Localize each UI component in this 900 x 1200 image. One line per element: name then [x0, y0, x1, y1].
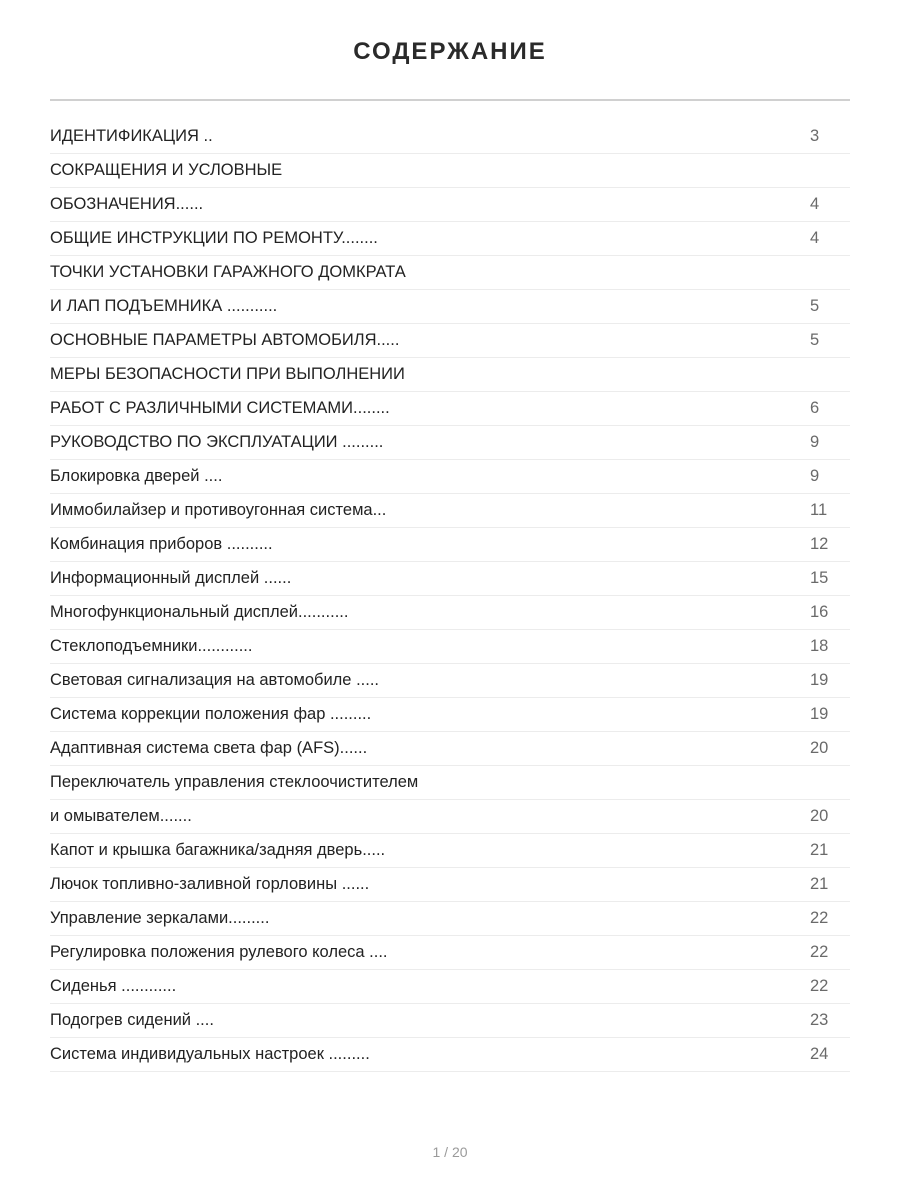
toc-entry-title: Лючок топливно-заливной горловины ...... [50, 875, 370, 893]
toc-entry-page-number: 6 [810, 399, 820, 417]
toc-entry-title: ОСНОВНЫЕ ПАРАМЕТРЫ АВТОМОБИЛЯ..... [50, 331, 400, 349]
toc-entry-title: Система индивидуальных настроек ......... [50, 1045, 370, 1063]
toc-entry-page-number: 3 [810, 127, 820, 145]
toc-entry[interactable] [50, 970, 850, 1004]
toc-entry[interactable] [50, 834, 850, 868]
toc-entry-title: Сиденья ............ [50, 977, 177, 995]
toc-entry-title: Многофункциональный дисплей........... [50, 603, 349, 621]
toc-entry-title: Информационный дисплей ...... [50, 569, 292, 587]
toc-entry[interactable] [50, 324, 850, 358]
page-title: СОДЕРЖАНИЕ [353, 38, 547, 65]
toc-entry[interactable] [50, 494, 850, 528]
toc-entry[interactable] [50, 528, 850, 562]
toc-entry-title: Стеклоподъемники............ [50, 637, 253, 655]
table-of-contents [50, 120, 850, 1072]
toc-entry-page-number: 16 [810, 603, 829, 621]
toc-entry-title: Капот и крышка багажника/задняя дверь..... [50, 841, 386, 859]
toc-entry-page-number: 24 [810, 1045, 829, 1063]
toc-entry[interactable] [50, 630, 850, 664]
toc-entry-title: Управление зеркалами......... [50, 909, 270, 927]
toc-entry[interactable] [50, 902, 850, 936]
toc-entry-title: ОБОЗНАЧЕНИЯ...... [50, 195, 204, 213]
toc-entry-page-number: 12 [810, 535, 829, 553]
toc-entry-title: ИДЕНТИФИКАЦИЯ .. [50, 127, 213, 145]
toc-entry-title: Блокировка дверей .... [50, 467, 223, 485]
toc-entry-title: Подогрев сидений .... [50, 1011, 214, 1029]
toc-entry-page-number: 4 [810, 229, 820, 247]
toc-entry[interactable] [50, 766, 850, 800]
toc-entry-page-number: 4 [810, 195, 820, 213]
toc-entry[interactable] [50, 596, 850, 630]
toc-entry[interactable] [50, 800, 850, 834]
toc-entry[interactable] [50, 936, 850, 970]
toc-entry[interactable] [50, 358, 850, 392]
toc-entry-page-number: 23 [810, 1011, 829, 1029]
toc-entry[interactable] [50, 1038, 850, 1072]
toc-entry[interactable] [50, 732, 850, 766]
toc-entry-title: Комбинация приборов .......... [50, 535, 273, 553]
toc-entry[interactable] [50, 290, 850, 324]
toc-entry-page-number: 19 [810, 671, 829, 689]
toc-entry-page-number: 21 [810, 841, 829, 859]
toc-entry-title: Система коррекции положения фар ......... [50, 705, 372, 723]
toc-entry[interactable] [50, 1004, 850, 1038]
toc-entry-title: МЕРЫ БЕЗОПАСНОСТИ ПРИ ВЫПОЛНЕНИИ [50, 365, 405, 383]
toc-entry-page-number: 21 [810, 875, 829, 893]
toc-entry[interactable] [50, 154, 850, 188]
toc-entry[interactable] [50, 120, 850, 154]
toc-entry-title: Регулировка положения рулевого колеса .... [50, 943, 388, 961]
toc-entry-page-number: 22 [810, 943, 829, 961]
toc-entry-title: и омывателем....... [50, 807, 192, 825]
toc-entry[interactable] [50, 698, 850, 732]
toc-entry-title: ТОЧКИ УСТАНОВКИ ГАРАЖНОГО ДОМКРАТА [50, 263, 406, 281]
toc-entry-page-number: 19 [810, 705, 829, 723]
toc-entry[interactable] [50, 460, 850, 494]
toc-entry-page-number: 22 [810, 909, 829, 927]
toc-entry-page-number: 15 [810, 569, 829, 587]
toc-entry-page-number: 20 [810, 739, 829, 757]
title-divider [50, 99, 850, 101]
page-indicator: 1 / 20 [432, 1144, 468, 1160]
toc-entry[interactable] [50, 664, 850, 698]
toc-entry-title: РАБОТ С РАЗЛИЧНЫМИ СИСТЕМАМИ........ [50, 399, 390, 417]
toc-entry-page-number: 18 [810, 637, 829, 655]
toc-entry-title: И ЛАП ПОДЪЕМНИКА ........... [50, 297, 278, 315]
toc-entry-title: Адаптивная система света фар (AFS)...... [50, 739, 368, 757]
toc-entry[interactable] [50, 392, 850, 426]
toc-entry[interactable] [50, 222, 850, 256]
toc-entry-title: Световая сигнализация на автомобиле ..... [50, 671, 379, 689]
toc-entry[interactable] [50, 188, 850, 222]
toc-entry-page-number: 11 [810, 501, 828, 519]
toc-entry-page-number: 9 [810, 433, 820, 451]
toc-entry-page-number: 22 [810, 977, 829, 995]
toc-entry-title: СОКРАЩЕНИЯ И УСЛОВНЫЕ [50, 161, 283, 179]
toc-entry-page-number: 5 [810, 297, 820, 315]
toc-entry-title: Иммобилайзер и противоугонная система... [50, 501, 387, 519]
toc-entry-title: РУКОВОДСТВО ПО ЭКСПЛУАТАЦИИ ......... [50, 433, 384, 451]
toc-entry[interactable] [50, 562, 850, 596]
toc-entry[interactable] [50, 868, 850, 902]
toc-entry-title: ОБЩИЕ ИНСТРУКЦИИ ПО РЕМОНТУ........ [50, 229, 378, 247]
toc-entry[interactable] [50, 256, 850, 290]
toc-entry-page-number: 9 [810, 467, 820, 485]
toc-entry-title: Переключатель управления стеклоочистителем [50, 773, 419, 791]
toc-entry[interactable] [50, 426, 850, 460]
toc-entry-page-number: 20 [810, 807, 829, 825]
toc-entry-page-number: 5 [810, 331, 820, 349]
